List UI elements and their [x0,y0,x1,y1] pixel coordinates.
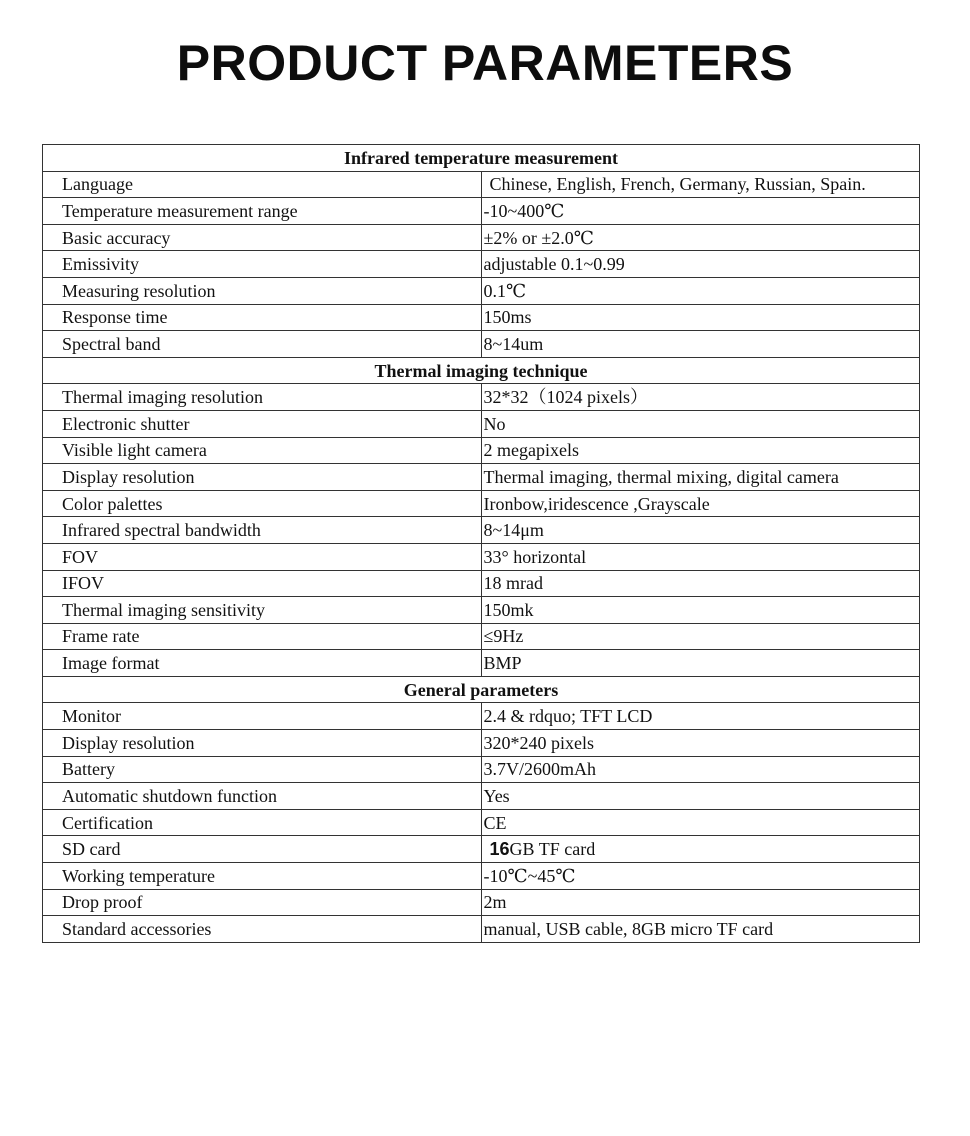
table-row [43,304,920,331]
section-heading: General parameters [43,676,920,703]
section-heading: Thermal imaging technique [43,357,920,384]
parameters-table [42,144,920,943]
row-label: Battery [43,756,482,783]
row-value: manual, USB cable, 8GB micro TF card [481,916,920,943]
section-heading: Infrared temperature measurement [43,145,920,172]
table-row [43,836,920,863]
table-row [43,783,920,810]
row-value: CE [481,809,920,836]
row-value: 2m [481,889,920,916]
row-label: Certification [43,809,482,836]
table-row [43,730,920,757]
row-label: Basic accuracy [43,224,482,251]
row-value: 320*240 pixels [481,730,920,757]
row-value: 150mk [481,597,920,624]
row-label: Display resolution [43,730,482,757]
table-row [43,570,920,597]
table-row [43,809,920,836]
table-row [43,703,920,730]
row-label: Temperature measurement range [43,198,482,225]
row-label: IFOV [43,570,482,597]
row-label: Working temperature [43,863,482,890]
row-label: Automatic shutdown function [43,783,482,810]
row-value: 3.7V/2600mAh [481,756,920,783]
table-row [43,597,920,624]
row-label: Visible light camera [43,437,482,464]
row-label: Language [43,171,482,198]
row-label: Monitor [43,703,482,730]
row-label: Infrared spectral bandwidth [43,517,482,544]
table-row [43,171,920,198]
section-header-row [43,145,920,172]
row-label: Spectral band [43,331,482,358]
table-row [43,543,920,570]
row-value: 0.1℃ [481,277,920,304]
row-label: FOV [43,543,482,570]
row-label: Image format [43,650,482,677]
row-value: 150ms [481,304,920,331]
row-value: 18 mrad [481,570,920,597]
section-header-row [43,357,920,384]
row-label: Standard accessories [43,916,482,943]
page-title: PRODUCT PARAMETERS [176,35,794,91]
row-label: Frame rate [43,623,482,650]
table-row [43,517,920,544]
row-label: Emissivity [43,251,482,278]
table-row [43,756,920,783]
table-row [43,198,920,225]
row-value: 2 megapixels [481,437,920,464]
row-label: Drop proof [43,889,482,916]
row-label: SD card [43,836,482,863]
table-row [43,410,920,437]
table-row [43,277,920,304]
row-value: Chinese, English, French, Germany, Russian, Spain. [481,171,920,198]
row-value: 33° horizontal [481,543,920,570]
row-value: 2.4 & rdquo; TFT LCD [481,703,920,730]
table-row [43,251,920,278]
section-header-row [43,676,920,703]
row-label: Thermal imaging resolution [43,384,482,411]
sd-capacity-number: 16 [489,839,510,860]
row-label: Measuring resolution [43,277,482,304]
row-value: Ironbow,iridescence ,Grayscale [481,490,920,517]
table-row [43,863,920,890]
table-row [43,224,920,251]
table-row [43,464,920,491]
table-row [43,889,920,916]
table-row [43,331,920,358]
table-row [43,384,920,411]
table-row [43,437,920,464]
row-label: Response time [43,304,482,331]
table-row [43,490,920,517]
row-value: No [481,410,920,437]
table-row [43,623,920,650]
row-label: Thermal imaging sensitivity [43,597,482,624]
row-value: -10℃~45℃ [481,863,920,890]
row-value: 32*32（1024 pixels） [481,384,920,411]
row-label: Color palettes [43,490,482,517]
row-value: adjustable 0.1~0.99 [481,251,920,278]
table-row [43,916,920,943]
row-value: -10~400℃ [481,198,920,225]
row-label: Display resolution [43,464,482,491]
row-value [481,836,920,863]
sd-capacity-suffix: GB TF card [509,839,596,860]
row-value: 8~14μm [481,517,920,544]
row-value: ±2% or ±2.0℃ [481,224,920,251]
table-row [43,650,920,677]
row-value: BMP [481,650,920,677]
row-value: 8~14um [481,331,920,358]
row-value: ≤9Hz [481,623,920,650]
row-label: Electronic shutter [43,410,482,437]
row-value: Yes [481,783,920,810]
row-value: Thermal imaging, thermal mixing, digital camera [481,464,920,491]
